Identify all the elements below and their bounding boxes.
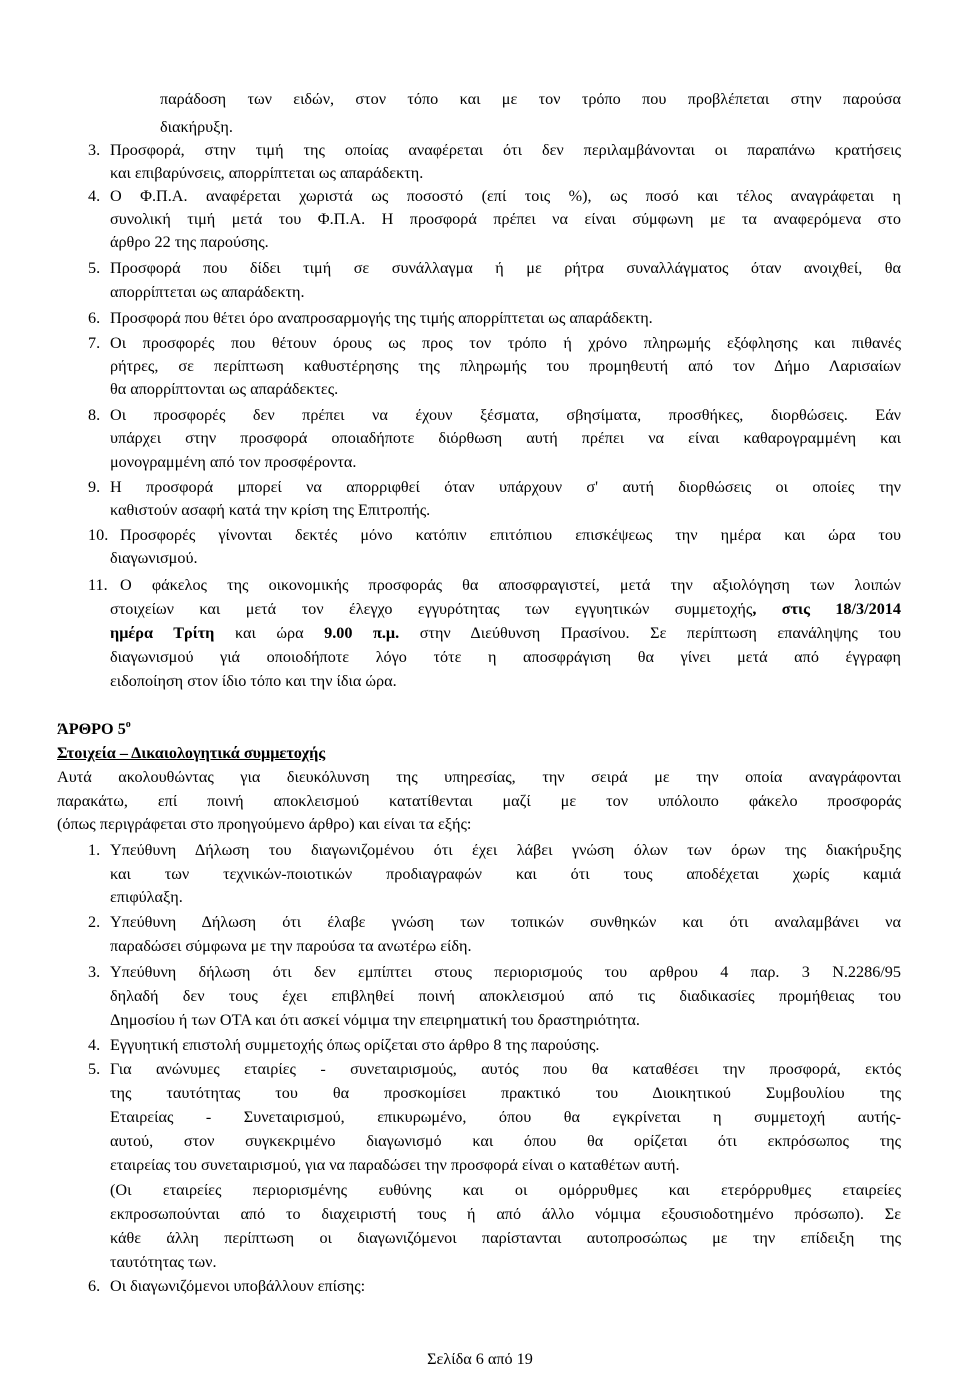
list-item-number: 5.	[88, 259, 101, 277]
list-item-line: δηλαδή δεν τους έχει επιβληθεί ποινή αποκλεισμού από τις διαδικασίες προμήθειας του	[110, 987, 901, 1005]
list-item-line: διαγωνισμού γιά οποιοδήποτε λόγο τότε η αποσφράγιση θα γίνει μετά από έγγραφη	[110, 648, 901, 666]
list-item-line: εκπροσωπούνται από το διαχειριστή τους ή από άλλο νόμιμα εξουσιοδοτημένο πρόσωπο). Σε	[110, 1205, 901, 1223]
list-item-line: Προσφορά που δίδει τιμή σε συνάλλαγμα ή με ρήτρα συναλλάγματος όταν ανοιχθεί, θα	[110, 259, 901, 277]
list-item-line: Ο φάκελος της οικονομικής προσφοράς θα αποσφραγιστεί, μετά την αξιολόγηση των λοιπών	[120, 576, 901, 594]
list-item-line: κάθε άλλη περίπτωση οι διαγωνιζόμενοι παρίστανται αυτοπροσώπως με την επίδειξη της	[110, 1229, 901, 1247]
list-item-number: 4.	[88, 1036, 101, 1054]
paragraph-line: (όπως περιγράφεται στο προηγούμενο άρθρο) και είναι τα εξής:	[57, 815, 472, 833]
deadline-time: 9.00 π.μ.	[324, 624, 400, 642]
list-item-line: επιφύλαξη.	[110, 888, 183, 906]
list-item-number: 10.	[88, 526, 109, 544]
page-number-footer: Σελίδα 6 από 19	[427, 1350, 533, 1368]
deadline-day: ημέρα Τρίτη	[110, 624, 215, 642]
list-item-line: Για ανώνυμες εταιρίες - συνεταιρισμούς, αυτός που θα καταθέσει την προσφορά, εκτός	[110, 1060, 901, 1078]
list-item-line: παραδώσει σύμφωνα με την παρούσα τα ανωτέρω είδη.	[110, 937, 472, 955]
list-item-line: υπάρχει στην προσφορά οποιαδήποτε διόρθωση αυτή πρέπει να είναι καθαρογραμμένη και	[110, 429, 901, 447]
list-item-line: Η προσφορά μπορεί να απορριφθεί όταν υπάρχουν σ' αυτή διορθώσεις οι οποίες την	[110, 478, 901, 496]
list-item-line: Οι προσφορές δεν πρέπει να έχουν ξέσματα, σβησίματα, προσθήκες, διορθώσεις. Εάν	[110, 406, 901, 424]
list-item-number: 8.	[88, 406, 101, 424]
list-item-line	[110, 623, 901, 643]
list-item-line: και των τεχνικών-ποιοτικών προδιαγραφών και ότι τους αποδέχεται χωρίς καμιά	[110, 865, 901, 883]
list-item-line: απορρίπτεται ως απαράδεκτη.	[110, 283, 305, 301]
paragraph-line: Αυτά ακολουθώντας για διευκόλυνση της υπηρεσίας, την σειρά με την οποία αναγράφονται	[57, 768, 901, 786]
text-run: στοιχείων και μετά τον έλεγχο εγγυρότητας των εγγυητικών συμμετοχής	[110, 600, 753, 618]
list-item-number: 7.	[88, 334, 101, 352]
list-item-line	[110, 599, 901, 619]
list-item-line: και επιβαρύνσεις, απορρίπτεται ως απαράδεκτη.	[110, 164, 424, 182]
list-item-line: μονογραμμένη από τον προσφέροντα.	[110, 453, 357, 471]
paragraph-line: παρακάτω, επί ποινή αποκλεισμού κατατίθενται μαζί με τον υπόλοιπο φάκελο προσφοράς	[57, 792, 901, 810]
list-item-line: Δημοσίου ή των ΟΤΑ και ότι ασκεί νόμιμα την επειρηματική του δραστηριότητα.	[110, 1011, 640, 1029]
list-item-line: ρήτρες, σε περίπτωση καθυστέρησης της πληρωμής του προμηθευτή από τον Δήμο Λαρισαίων	[110, 357, 901, 375]
list-item-line: ειδοποίηση στον ίδιο τόπο και την ίδια ώρα.	[110, 672, 397, 690]
article-subtitle: Στοιχεία – Δικαιολογητικά συμμετοχής	[57, 744, 326, 762]
list-item-number: 5.	[88, 1060, 101, 1078]
list-item-line: (Οι εταιρείες περιορισμένης ευθύνης και οι ομόρρυθμες και ετερόρρυθμες εταιρείες	[110, 1181, 901, 1199]
list-item-number: 3.	[88, 141, 101, 159]
list-item-line: Προσφορά, στην τιμή της οποίας αναφέρεται ότι δεν περιλαμβάνονται οι παραπάνω κρατήσεις	[110, 141, 901, 159]
list-item-line: καθιστούν ασαφή κατά την κρίση της Επιτροπής.	[110, 501, 431, 519]
list-item-number: 6.	[88, 309, 101, 327]
list-item-continuation-line: διακήρυξη.	[160, 118, 233, 136]
list-item-number: 6.	[88, 1277, 101, 1295]
list-item-line: Ο Φ.Π.Α. αναφέρεται χωριστά ως ποσοστό (επί τοις %), ως ποσό και τέλος αναγράφεται η	[110, 187, 901, 205]
list-item-number: 1.	[88, 841, 101, 859]
list-item-line: της ταυτότητας του θα προσκομίσει πρακτικό του Διοικητικού Συμβουλίου της	[110, 1084, 901, 1102]
article-heading: ΆΡΘΡΟ $5^o$	[57, 719, 131, 738]
list-item-number: 9.	[88, 478, 101, 496]
list-item-line: ταυτότητας των.	[110, 1253, 217, 1271]
list-item-line: Προσφορά που θέτει όρο αναπροσαρμογής της τιμής απορρίπτεται ως απαράδεκτη.	[110, 309, 653, 327]
deadline-date: , στις 18/3/2014	[752, 600, 901, 618]
list-item-line: συνολική τιμή μετά του Φ.Π.Α. Η προσφορά πρέπει να είναι σύμφωνη με τα αναφερόμενα στο	[110, 210, 901, 228]
list-item-number: 2.	[88, 913, 101, 931]
list-item-line: Υπεύθυνη Δήλωση ότι έλαβε γνώση των τοπικών συνθηκών και ότι αναλαμβάνει να	[110, 913, 901, 931]
list-item-line: άρθρο 22 της παρούσης.	[110, 233, 269, 251]
list-item-number: 4.	[88, 187, 101, 205]
list-item-line: Οι προσφορές που θέτουν όρους ως προς τον τρόπο ή χρόνο πληρωμής εξόφλησης και πιθανές	[110, 334, 901, 352]
list-item-line: διαγωνισμού.	[110, 549, 198, 567]
list-item-line: αυτού, στον συγκεκριμένο διαγωνισμό και όπου θα ορίζεται ότι εκπρόσωπος της	[110, 1132, 901, 1150]
list-item-line: Προσφορές γίνονται δεκτές μόνο κατόπιν επιτόπιου επισκέψεως την ημέρα και ώρα του	[120, 526, 901, 544]
list-item-line: Υπεύθυνη Δήλωση του διαγωνιζομένου ότι έχει λάβει γνώση όλων των όρων της διακήρυξης	[110, 841, 901, 859]
list-item-number: 3.	[88, 963, 101, 981]
text-run: και ώρα	[214, 624, 325, 642]
text-run: στην Διεύθυνση Πρασίνου. Σε περίπτωση επανάληψης του	[399, 624, 902, 642]
list-item-number: 11.	[88, 576, 108, 594]
list-item-continuation-line: παράδοση των ειδών, στον τόπο και με τον τρόπο που προβλέπεται στην παρούσα	[160, 90, 901, 108]
list-item-line: Εταιρείας - Συνεταιρισμού, επικυρωμένο, όπου θα εγκρίνεται η συμμετοχή αυτής-	[110, 1108, 901, 1126]
list-item-line: εταιρείας του συνεταιρισμού, για να παραδώσει την προσφορά είναι ο καταθέτων αυτή.	[110, 1156, 680, 1174]
list-item-line: Οι διαγωνιζόμενοι υποβάλλουν επίσης:	[110, 1277, 366, 1295]
list-item-line: Υπεύθυνη δήλωση ότι δεν εμπίπτει στους περιορισμούς του αρθρου 4 παρ. 3 Ν.2286/95	[110, 963, 901, 981]
list-item-line: θα απορρίπτονται ως απαράδεκτες.	[110, 380, 339, 398]
list-item-line: Εγγυητική επιστολή συμμετοχής όπως ορίζεται στο άρθρο 8 της παρούσης.	[110, 1036, 600, 1054]
